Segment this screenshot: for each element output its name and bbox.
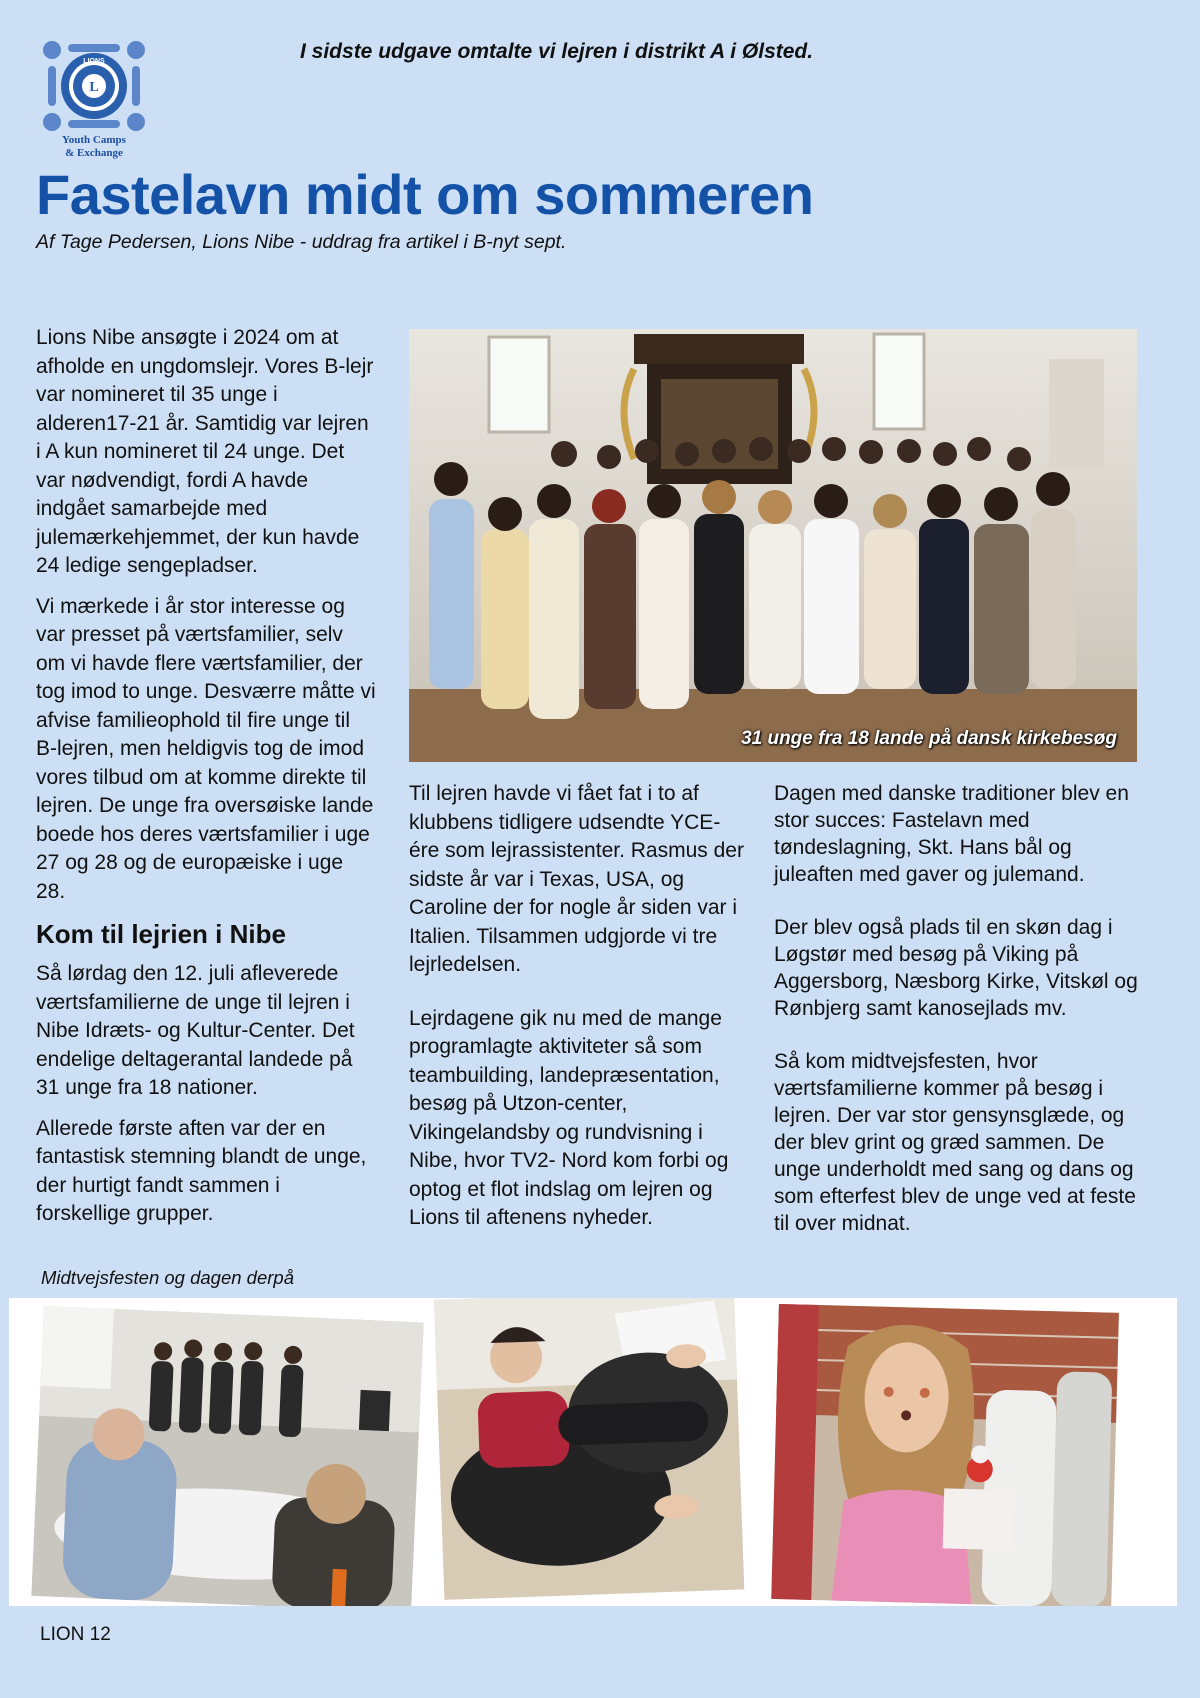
- photo-strip: [9, 1298, 1177, 1606]
- article-column-1: [36, 324, 376, 1241]
- logo-label-line2: & Exchange: [65, 147, 123, 159]
- group-photo-image: [409, 329, 1137, 762]
- paragraph: Så lørdag den 12. juli afleverede værtsfamilierne de unge til lejren i Nibe Idræts- og Kultur-Center. Det endelige deltagerantal landede på 31 unge fra 18 nationer.: [36, 962, 355, 1099]
- logo-label-line1: Youth Camps: [62, 134, 126, 146]
- photo-party-performance: [31, 1306, 423, 1606]
- paragraph: Lions Nibe ansøgte i 2024 om at afholde en ungdomslejr. Vores B-lejr var nomineret til 35 unge i alderen17-21 år. Samtidig var lejren i A kun nomineret til 24 unge. Det var nødvendigt, fordi A havde indgået samarbejde med julemærkehjemmet, der kun havde 24 ledige sengepladser.: [36, 326, 374, 577]
- article-title: Fastelavn midt om sommeren: [36, 163, 814, 226]
- paragraph: Lejrdagene gik nu med de mange programlagte aktiviteter så som teambuilding, landepræsentation, besøg på Utzon-center, Vikingelandsby og rundvisning i Nibe, hvor TV2- Nord kom forbi og optog et flot indslag om lejren og Lions til aftenens nyheder.: [409, 1006, 729, 1229]
- article-column-3: [774, 780, 1144, 1263]
- photo-facepaint-girl: [771, 1304, 1119, 1606]
- paragraph: Dagen med danske traditioner blev en stor succes: Fastelavn med tøndeslagning, Skt. Hans bål og juleaften med gaver og julemand.: [774, 782, 1129, 886]
- photo-strip-images: [9, 1298, 1177, 1606]
- lions-youth-camps-logo: [38, 36, 150, 166]
- group-photo-church: [409, 329, 1137, 762]
- photo-strip-caption: Midtvejsfesten og dagen derpå: [41, 1267, 295, 1288]
- article-column-2: [409, 780, 749, 1258]
- section-heading: Kom til lejrien i Nibe: [36, 919, 286, 949]
- photo-beanbag-rest: [434, 1298, 744, 1600]
- paragraph: Der blev også plads til en skøn dag i Løgstør med besøg på Viking på Aggersborg, Næsborg Kirke, Vitskøl og Rønbjerg samt kanosejlads mv.: [774, 916, 1138, 1020]
- paragraph: Så kom midtvejsfesten, hvor værtsfamilierne kommer på besøg i lejren. Der var stor gensynsglæde, og der blev grint og græd sammen. De unge underholdt med sang og dans og som efterfest blev de unge ved at feste til over midnat.: [774, 1050, 1136, 1235]
- lions-emblem-icon: [38, 36, 150, 136]
- logo-label: [38, 134, 150, 160]
- paragraph: Vi mærkede i år stor interesse og var presset på værtsfamilier, selv om vi havde flere værtsfamilier, der tog imod to unge. Desværre måtte vi afvise familieophold til fire unge til B-lejren, men heldigvis tog de imod vores tilbud om at komme direkte til lejren. De unge fra oversøiske lande boede hos deres værtsfamilier i uge 27 og 28 og de europæiske i uge 28.: [36, 594, 376, 903]
- paragraph: Til lejren havde vi fået fat i to af klubbens tidligere udsendte YCE-ére som lejrassistenter. Rasmus der sidste år var i Texas, USA, og Caroline der for nogle år siden var i Italien. Tilsammen udgjorde vi tre lejrledelsen.: [409, 782, 744, 976]
- logo-letter: L: [89, 80, 99, 95]
- intro-note: I sidste udgave omtalte vi lejren i distrikt A i Ølsted.: [300, 40, 814, 63]
- group-photo-caption: 31 unge fra 18 lande på dansk kirkebesøg: [741, 728, 1117, 749]
- paragraph: Allerede første aften var der en fantastisk stemning blandt de unge, der hurtigt fandt sammen i forskellige grupper.: [36, 1116, 367, 1225]
- logo-ring-text: LIONS: [83, 58, 105, 65]
- article-byline: Af Tage Pedersen, Lions Nibe - uddrag fra artikel i B-nyt sept.: [36, 231, 567, 253]
- page-footer: LION 12: [40, 1624, 111, 1645]
